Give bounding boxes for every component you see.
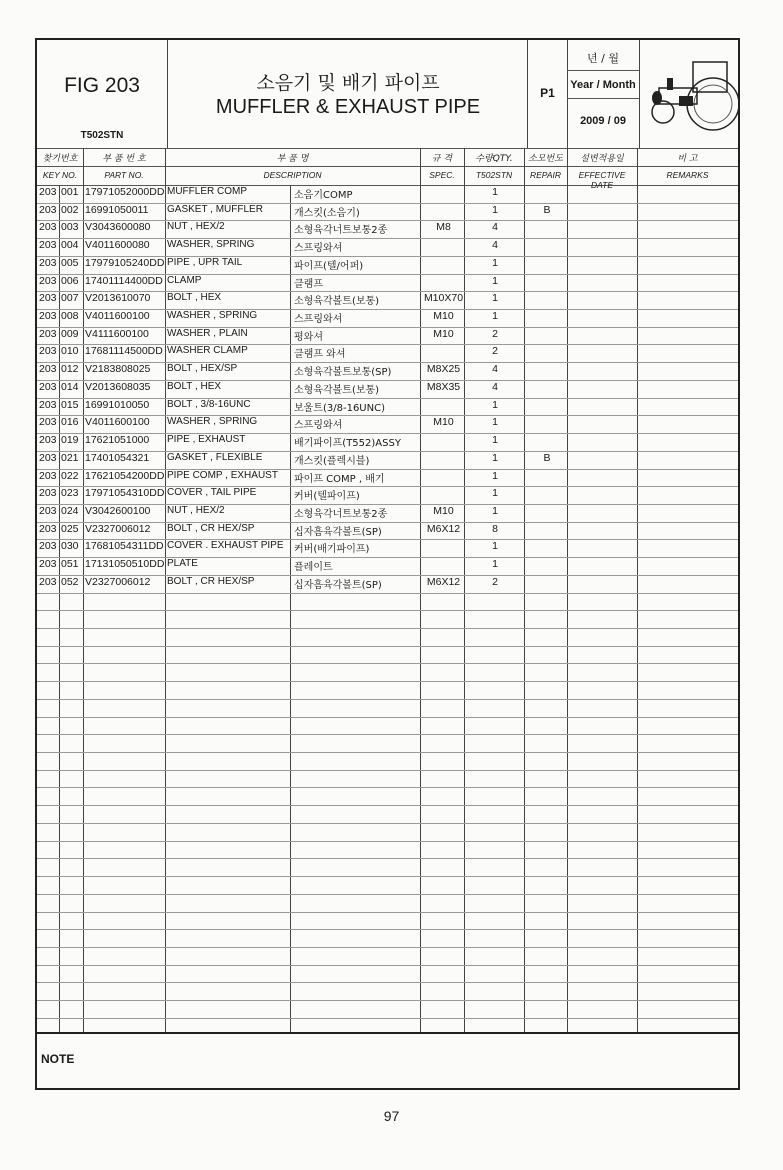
repair-header-ko: 소모번도: [528, 154, 563, 164]
cell-key: 024: [61, 504, 79, 517]
cell-qty: 8: [492, 522, 498, 535]
cell-part: 16991050011: [85, 203, 149, 216]
table-row: [37, 220, 738, 238]
spec-header: SPEC.: [429, 170, 455, 180]
cell-qty: 1: [492, 203, 498, 216]
key-header: KEY NO.: [42, 170, 78, 180]
cell-fig: 203: [39, 380, 57, 393]
cell-key: 014: [61, 380, 79, 393]
table-row: [37, 238, 738, 256]
cell-part: 17621054200DD: [85, 469, 165, 482]
year-month-value: 2009 / 09: [580, 115, 626, 127]
cell-desc: MUFFLER COMP: [167, 186, 247, 197]
cell-ko: 배기파이프(T552)ASSY: [294, 438, 401, 450]
cell-key: 030: [61, 540, 79, 553]
cell-key: 008: [61, 310, 79, 323]
cell-spec: M10X70: [423, 292, 464, 305]
cell-desc: PLATE: [167, 558, 198, 570]
cell-qty: 1: [492, 434, 498, 447]
cell-fig: 203: [39, 522, 57, 535]
qty-header: T502STN: [475, 170, 513, 180]
cell-key: 009: [61, 327, 79, 340]
cell-spec: M8X35: [426, 380, 461, 393]
cell-desc: BOLT , HEX: [167, 292, 222, 304]
cell-part: V3042600100: [85, 504, 151, 517]
cell-ko: 십자흠육각볼트(SP): [294, 579, 382, 591]
cell-spec: M10: [433, 416, 454, 429]
table-row: [37, 522, 738, 540]
cell-desc: BOLT , HEX/SP: [167, 363, 238, 375]
cell-part: 17971054310DD: [85, 487, 165, 500]
cell-part: V3043600080: [85, 221, 151, 234]
fig-box: [37, 40, 168, 148]
cell-part: V2327006012: [85, 522, 151, 535]
cell-fig: 203: [39, 345, 57, 358]
key-header-ko: 찾기번호: [42, 154, 78, 164]
cell-fig: 203: [39, 292, 57, 305]
title-korean: 소음기 및 배기 파이프: [256, 72, 440, 94]
cell-fig: 203: [39, 575, 57, 588]
year-month-english: Year / Month: [570, 79, 636, 91]
cell-fig: 203: [39, 310, 57, 323]
cell-fig: 203: [39, 203, 57, 216]
cell-desc: BOLT , 3/8-16UNC: [167, 398, 251, 410]
cell-key: 010: [61, 345, 79, 358]
cell-ko: 스프링와셔: [294, 243, 343, 255]
cell-spec: M10: [433, 504, 454, 517]
cell-desc: NUT , HEX/2: [167, 504, 225, 516]
cell-spec: M8: [436, 221, 451, 234]
effective-header: EFFECTIVE DATE: [578, 170, 626, 190]
cell-desc: GASKET , FLEXIBLE: [167, 451, 263, 463]
fig-number: FIG 203: [64, 74, 140, 97]
cell-ko: 평와셔: [294, 331, 323, 343]
cell-fig: 203: [39, 363, 57, 376]
cell-ko: 스프링와셔: [294, 314, 343, 326]
cell-ko: 십자흠육각볼트(SP): [294, 526, 382, 538]
cell-fig: 203: [39, 469, 57, 482]
cell-spec: M6X12: [426, 575, 461, 588]
remarks-header-ko: 비 고: [677, 154, 698, 164]
spec-header-ko: 규 격: [431, 154, 453, 164]
cell-desc: WASHER CLAMP: [167, 345, 248, 357]
cell-qty: 1: [492, 504, 498, 517]
table-row: [37, 185, 738, 203]
cell-qty: 2: [492, 327, 498, 340]
remarks-header: REMARKS: [666, 170, 709, 180]
cell-qty: 1: [492, 540, 498, 553]
cell-repair: B: [543, 203, 551, 216]
cell-part: 17681054311DD: [85, 540, 164, 553]
model-name: T502STN: [80, 130, 124, 141]
cell-key: 001: [61, 186, 79, 198]
cell-ko: 커버(텔파이프): [294, 491, 360, 503]
table-row: [37, 380, 738, 398]
cell-fig: 203: [39, 256, 57, 269]
cell-key: 051: [61, 558, 79, 571]
cell-part: 17979105240DD: [85, 256, 165, 269]
cell-fig: 203: [39, 540, 57, 553]
cell-key: 025: [61, 522, 79, 535]
cell-fig: 203: [39, 186, 57, 198]
table-row: [37, 504, 738, 522]
cell-ko: 개스킷(플렉시블): [294, 455, 370, 467]
cell-ko: 소형육각볼트(보통): [294, 384, 380, 396]
cell-desc: PIPE , EXHAUST: [167, 434, 246, 446]
cell-part: V4111600100: [85, 327, 149, 340]
table-row: [37, 415, 738, 433]
cell-desc: COVER . EXHAUST PIPE: [167, 540, 284, 552]
table-row: [37, 557, 738, 575]
cell-part: 17971052000DD: [85, 186, 165, 198]
cell-fig: 203: [39, 558, 57, 571]
cell-desc: CLAMP: [167, 274, 202, 286]
cell-key: 021: [61, 451, 79, 464]
cell-qty: 4: [492, 221, 498, 234]
cell-part: 17401054321: [85, 451, 150, 464]
table-row: [37, 398, 738, 416]
cell-key: 019: [61, 434, 79, 447]
cell-part: V2013610070: [85, 292, 151, 305]
table-row: [37, 327, 738, 345]
cell-fig: 203: [39, 327, 57, 340]
cell-ko: 소형육각볼트보통(SP): [294, 367, 392, 379]
cell-key: 005: [61, 256, 79, 269]
cell-fig: 203: [39, 487, 57, 500]
effective-header-ko: 설변적용일: [580, 154, 624, 164]
cell-desc: BOLT , CR HEX/SP: [167, 575, 255, 587]
cell-part: V2013608035: [85, 380, 151, 393]
part-header: PART NO.: [104, 170, 144, 180]
cell-key: 012: [61, 363, 79, 376]
cell-part: V2183808025: [85, 363, 151, 376]
cell-fig: 203: [39, 504, 57, 517]
cell-qty: 1: [492, 487, 498, 500]
table-row: [37, 451, 738, 469]
cell-qty: 4: [492, 380, 498, 393]
cell-fig: 203: [39, 398, 57, 411]
cell-desc: WASHER, SPRING: [167, 239, 255, 251]
cell-part: V4011600100: [85, 310, 150, 323]
cell-fig: 203: [39, 274, 57, 287]
table-row: [37, 486, 738, 504]
cell-ko: 개스킷(소음기): [294, 207, 360, 219]
table-row: [37, 539, 738, 557]
cell-key: 015: [61, 398, 79, 411]
cell-qty: 1: [492, 451, 498, 464]
cell-desc: NUT , HEX/2: [167, 221, 225, 233]
cell-part: V2327006012: [85, 575, 151, 588]
table-row: [37, 274, 738, 292]
cell-spec: M10: [433, 327, 454, 340]
cell-ko: 소형육각너트보통2종: [294, 508, 388, 520]
cell-key: 052: [61, 575, 79, 588]
year-month-korean: 년 / 월: [587, 52, 619, 65]
qty-header-ko: 수량QTY.: [475, 154, 513, 164]
cell-fig: 203: [39, 239, 57, 252]
cell-desc: PIPE COMP , EXHAUST: [167, 469, 278, 481]
parts-sheet: [35, 38, 740, 1090]
note-label: NOTE: [41, 1052, 75, 1066]
cell-key: 004: [61, 239, 79, 252]
cell-ko: 소형육각볼트(보통): [294, 296, 380, 308]
cell-part: 17401114400DD: [85, 274, 163, 287]
cell-qty: 1: [492, 558, 498, 571]
cell-ko: 파이프 COMP , 배기: [294, 473, 385, 485]
cell-ko: 클램프 와셔: [294, 349, 346, 361]
cell-qty: 2: [492, 345, 498, 358]
table-row: [37, 309, 738, 327]
table-row: [37, 344, 738, 362]
cell-fig: 203: [39, 434, 57, 447]
cell-key: 016: [61, 416, 79, 429]
cell-ko: 커버(배기파이프): [294, 544, 370, 556]
cell-ko: 보울트(3/8-16UNC): [294, 402, 385, 414]
cell-qty: 4: [492, 363, 498, 376]
table-row: [37, 291, 738, 309]
cell-part: V4011600100: [85, 416, 150, 429]
table-row: [37, 433, 738, 451]
cell-part: V4011600080: [85, 239, 150, 252]
cell-fig: 203: [39, 416, 57, 429]
cell-ko: 플레이트: [294, 562, 333, 574]
cell-ko: 파이프(텔/어퍼): [294, 260, 364, 272]
cell-ko: 스프링와셔: [294, 420, 343, 432]
part-header-ko: 부 품 번 호: [102, 154, 146, 164]
cell-qty: 4: [492, 239, 498, 252]
cell-desc: WASHER , SPRING: [167, 310, 258, 322]
repair-header: REPAIR: [529, 170, 562, 180]
cell-key: 023: [61, 487, 79, 500]
cell-fig: 203: [39, 221, 57, 234]
table-row: [37, 256, 738, 274]
cell-key: 002: [61, 203, 79, 216]
cell-qty: 1: [492, 256, 498, 269]
cell-desc: PIPE , UPR TAIL: [167, 256, 243, 268]
title-english: MUFFLER & EXHAUST PIPE: [215, 96, 481, 118]
cell-desc: BOLT , HEX: [167, 380, 222, 392]
cell-spec: M10: [433, 310, 454, 323]
cell-desc: BOLT , CR HEX/SP: [167, 522, 255, 534]
desc-header: DESCRIPTION: [263, 170, 322, 180]
cell-spec: M6X12: [426, 522, 461, 535]
cell-desc: GASKET , MUFFLER: [167, 203, 263, 215]
cell-qty: 2: [492, 575, 498, 588]
cell-qty: 1: [492, 416, 498, 429]
cell-ko: 소형육각너트보통2종: [294, 225, 388, 237]
cell-part: 17131050510DD: [85, 558, 165, 571]
cell-repair: B: [543, 451, 551, 464]
cell-key: 022: [61, 469, 79, 482]
table-row: [37, 575, 738, 593]
tractor-icon: [641, 44, 739, 144]
cell-key: 007: [61, 292, 79, 305]
cell-qty: 1: [492, 274, 498, 287]
cell-part: 17681114500DD: [85, 345, 163, 358]
cell-part: 16991010050: [85, 398, 150, 411]
page-code: P1: [540, 86, 555, 100]
cell-qty: 1: [492, 186, 498, 198]
desc-header-ko: 부 품 명: [276, 154, 309, 164]
table-row: [37, 469, 738, 487]
cell-fig: 203: [39, 451, 57, 464]
cell-qty: 1: [492, 469, 498, 482]
cell-spec: M8X25: [426, 363, 461, 376]
cell-key: 006: [61, 274, 79, 287]
cell-desc: WASHER , SPRING: [167, 416, 258, 428]
cell-ko: 클램프: [294, 278, 323, 290]
cell-ko: 소음기COMP: [294, 190, 353, 201]
page-number: 97: [383, 1108, 400, 1124]
cell-desc: WASHER , PLAIN: [167, 327, 248, 339]
cell-qty: 1: [492, 310, 498, 323]
table-row: [37, 203, 738, 221]
cell-desc: COVER , TAIL PIPE: [167, 487, 257, 499]
cell-qty: 1: [492, 398, 498, 411]
cell-key: 003: [61, 221, 79, 234]
cell-qty: 1: [492, 292, 498, 305]
table-row: [37, 362, 738, 380]
cell-part: 17621051000: [85, 434, 150, 447]
